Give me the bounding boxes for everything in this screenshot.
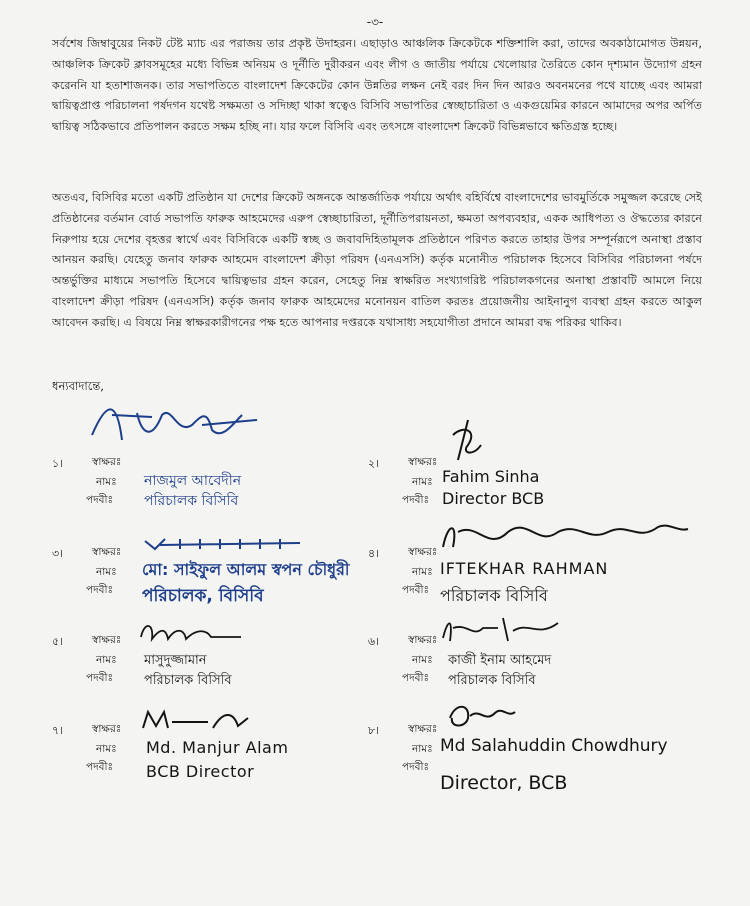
handwritten-signature-2 <box>443 415 503 465</box>
handwritten-signature-7 <box>138 706 258 736</box>
designation-label: পদবীঃ <box>402 672 430 684</box>
signatory-designation: BCB Director <box>146 762 255 781</box>
signature-label: স্বাক্ষরঃ <box>92 546 122 558</box>
signatory-designation: পরিচালক বিসিবি <box>448 673 536 688</box>
signatory-name: Fahim Sinha <box>442 467 540 486</box>
designation-label: পদবীঃ <box>402 761 430 773</box>
signatory-name: মো: সাইফুল আলম স্বপন চৌধুরী <box>142 560 350 579</box>
signatory-number: ৪। <box>368 547 380 560</box>
name-label: নামঃ <box>412 566 433 578</box>
signature-label: স্বাক্ষরঃ <box>408 546 438 558</box>
signature-label: স্বাক্ষরঃ <box>408 634 438 646</box>
signatory-number: ৬। <box>368 635 380 648</box>
signatory-block-6 <box>368 633 688 725</box>
signature-label: স্বাক্ষরঃ <box>408 723 438 735</box>
handwritten-signature-8 <box>440 698 520 732</box>
signatory-name: মাসুদুজ্জামান <box>144 653 207 668</box>
name-label: নামঃ <box>96 654 117 666</box>
closing-salutation: ধন্যবাদান্তে, <box>52 379 104 393</box>
signatory-block-7 <box>52 722 372 814</box>
handwritten-signature-5 <box>136 617 246 647</box>
signatory-designation: পরিচালক বিসিবি <box>144 673 232 688</box>
signatory-designation: পরিচালক বিসিবি <box>144 493 239 509</box>
name-label: নামঃ <box>96 743 117 755</box>
signatory-number: ৮। <box>368 724 380 737</box>
signatory-designation: পরিচালক বিসিবি <box>440 586 548 605</box>
handwritten-signature-1 <box>82 395 282 455</box>
signatory-name: Md. Manjur Alam <box>146 738 289 757</box>
name-label: নামঃ <box>96 476 117 488</box>
designation-label: পদবীঃ <box>86 584 114 596</box>
handwritten-signature-6 <box>438 613 578 647</box>
signatory-name: কাজী ইনাম আহমেদ <box>448 653 552 668</box>
signature-label: স্বাক্ষরঃ <box>92 723 122 735</box>
name-label: নামঃ <box>412 654 433 666</box>
signatory-block-8 <box>368 722 688 814</box>
designation-label: পদবীঃ <box>86 672 114 684</box>
designation-label: পদবীঃ <box>402 494 430 506</box>
signatory-number: ৫। <box>52 635 64 648</box>
signatory-name: IFTEKHAR RAHMAN <box>440 559 609 578</box>
designation-label: পদবীঃ <box>86 494 114 506</box>
handwritten-signature-4 <box>438 517 698 557</box>
paragraph-1: সর্বশেষ জিম্বাবুয়ের নিকট টেষ্ট ম্যাচ এর পরাজয় তার প্রকৃষ্ট উদাহরন। এছাড়াও আঞ্চলিক ক্রিকেটকে শক্তিশালি করা, তাদের অবকাঠামোগত উন্নয়ন, আঞ্চলিক ক্রিকেট ক্লাবসমূহের মধ্যে বিভিন্ন অনিয়ম ও দূর্নীতি দুরীকরন এবং লীগ ও জাতীয় পর্যায়ে খেলোয়ার তৈরিতে কোন দৃশ্যমান উদ্যোগ গ্রহন করেননি যা হতাশাজনক। তার সভাপতিতে বাংলাদেশ ক্রিকেটের কোন উন্নতির লক্ষন নেই বরং দিন দিন আরও অবনমনের পথে যাচ্ছে এবং আমরা দ্বায়িত্বপ্রাপ্ত পরিচালনা পর্ষদগন যথেষ্ট সক্ষমতা ও সদিচ্ছা থাকা স্বত্বেও বিসিবি সভাপতির স্বেচ্ছাচারিতা ও একগুয়েমির কারনে আমাদের অপর অর্পিত দ্বায়িত্ব সঠিকভাবে প্রতিপালন করতে সক্ষম হচ্ছি না। যার ফলে বিসিবি এবং তৎসঙ্গে বাংলাদেশ ক্রিকেট বিভিন্নভাবে ক্ষতিগ্রস্ত হচ্ছে। <box>52 37 702 134</box>
signatory-name: Md Salahuddin Chowdhury <box>440 736 668 756</box>
paragraph-2: অতএব, বিসিবির মতো একটি প্রতিষ্ঠান যা দেশের ক্রিকেট অঙ্গনকে আন্তর্জাতিক পর্যায়ে অর্থাৎ বহির্বিশ্বে বাংলাদেশের ভাবমুর্তিকে সমুজ্জল করেছে সেই প্রতিষ্ঠানের বর্তমান বোর্ড সভাপতি ফারুক আহমেদের এরুপ স্বেচ্ছাচারিতা, দূর্নীতিপরায়নতা, ক্ষমতা অপব্যবহার, একক আধিপত্য ও ঔদ্ধত্যের কারনে নিরুপায় হয়ে দেশের বৃহত্তর স্বার্থে এবং বিসিবিকে একটি স্বচ্ছ ও জবাবদিহিতামূলক প্রতিষ্ঠানে পরিণত করতে তাহার উপর সম্পূর্নরূপে অনাস্থা প্রস্তাব আনয়ন করছি। যেহেতু জনাব ফারুক আহমেদ বাংলাদেশ ক্রীড়া পরিষদ (এনএসসি) কর্তৃক মনোনীত পরিচালক হিসেবে বিসিবির পরিচালনা পর্ষদে অন্তর্ভুক্তির মাধ্যমে সভাপতি হিসেবে দ্বায়িত্বভার গ্রহন করেন, সেহেতু নিম্ন স্বাক্ষরিত সংখ্যাগরিষ্ট পরিচালকগনের অনাস্থা প্রস্তাবটি আমলে নিয়ে বাংলাদেশ ক্রীড়া পরিষদ (এনএসসি) কর্তৃক জনাব ফারুক আহমেদের মনোনয়ন বাতিল করতঃ প্রয়োজনীয় আইনানুগ ব্যবস্থা গ্রহন করতে আকুল আবেদন করছি। এ বিষয়ে নিম্ন স্বাক্ষরকারীগনের পক্ষ হতে আপনার দপ্তরকে যথাসাধ্য সহযোগীতা প্রদানে আমরা বদ্ধ পরিকর থাকিব। <box>52 191 702 329</box>
page-number: -৩- <box>366 15 384 29</box>
signatory-designation: Director BCB <box>442 489 545 508</box>
designation-label: পদবীঃ <box>402 584 430 596</box>
signature-label: স্বাক্ষরঃ <box>92 456 122 468</box>
signatory-designation: পরিচালক, বিসিবি <box>142 586 264 606</box>
signatory-number: ২। <box>368 457 380 470</box>
name-label: নামঃ <box>96 566 117 578</box>
signatory-number: ৭। <box>52 724 64 737</box>
name-label: নামঃ <box>412 743 433 755</box>
signatory-number: ১। <box>52 457 64 470</box>
name-label: নামঃ <box>412 476 433 488</box>
signature-label: স্বাক্ষরঃ <box>408 456 438 468</box>
signature-label: স্বাক্ষরঃ <box>92 634 122 646</box>
signatory-name: নাজমুল আবেদীন <box>144 473 242 489</box>
designation-label: পদবীঃ <box>86 761 114 773</box>
signatory-designation: Director, BCB <box>440 772 568 794</box>
signatory-number: ৩। <box>52 547 64 560</box>
